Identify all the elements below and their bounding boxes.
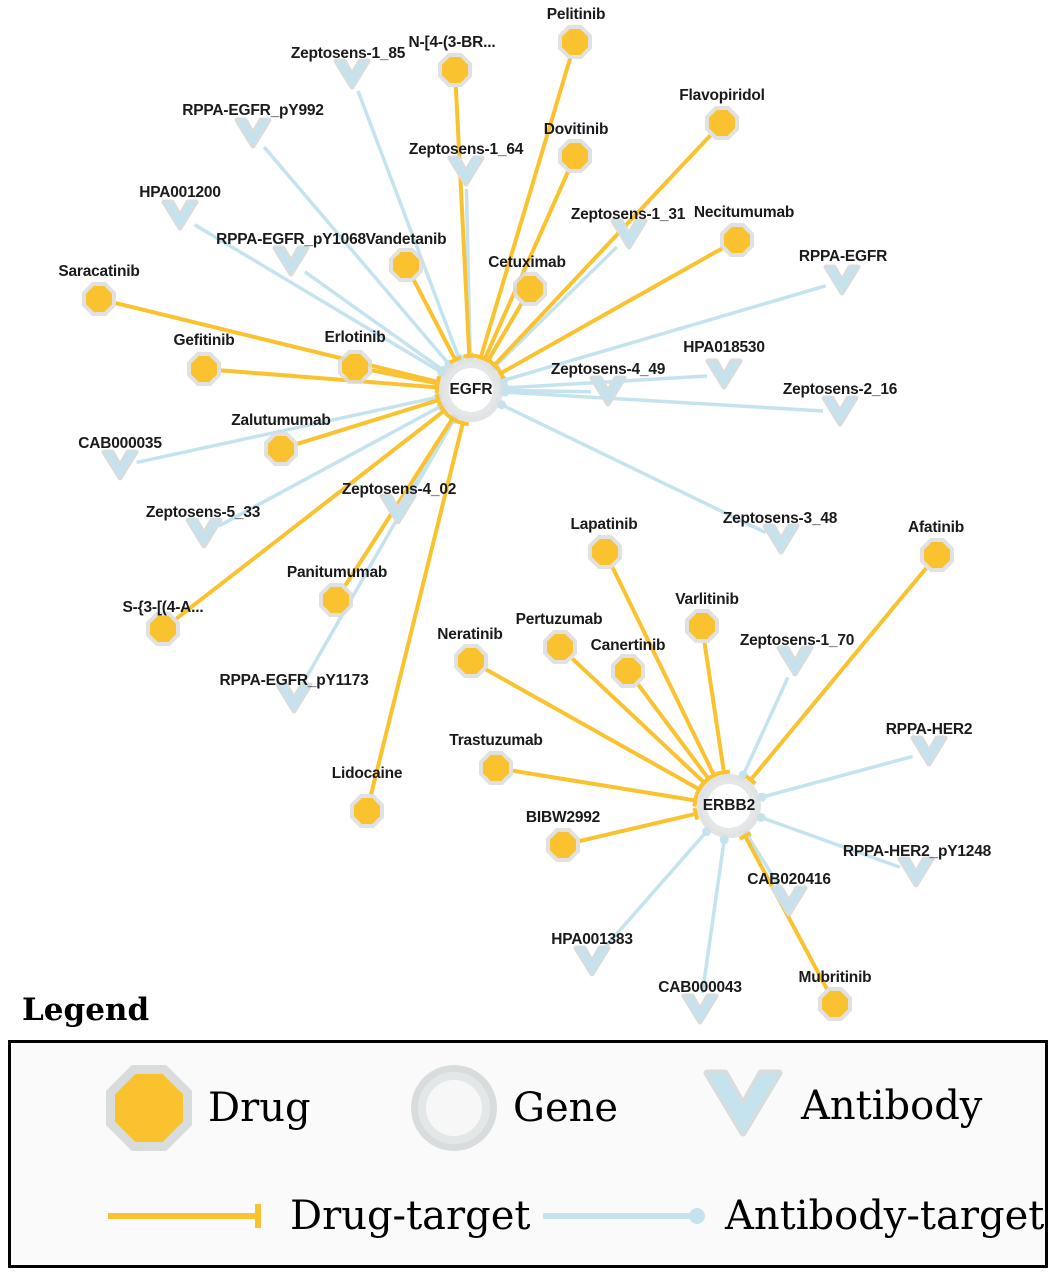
antibody-chevron-icon xyxy=(705,358,743,392)
antibody-chevron-icon xyxy=(185,517,223,551)
legend-item-antibody xyxy=(701,1067,982,1145)
drug-label: Pertuzumab xyxy=(515,611,603,628)
antibody-label: RPPA-HER2 xyxy=(885,721,973,738)
antibody-node[interactable] xyxy=(681,993,719,1027)
legend-label-gene: Gene xyxy=(513,1085,619,1131)
antibody-node[interactable] xyxy=(573,945,611,979)
antibody-label: CAB020416 xyxy=(747,871,831,888)
gene-label: ERBB2 xyxy=(702,797,756,814)
antibody-label: HPA001200 xyxy=(139,184,221,201)
antibody-node[interactable] xyxy=(770,885,808,919)
drug-octagon-icon xyxy=(562,29,588,55)
gene-node-erbb2[interactable] xyxy=(697,774,761,838)
antibody-chevron-icon xyxy=(333,58,371,92)
drug-octagon-icon xyxy=(547,634,573,660)
drug-node[interactable] xyxy=(438,53,472,87)
antibody-label: Zeptosens-5_33 xyxy=(145,504,261,521)
edge xyxy=(762,756,913,797)
drug-node[interactable] xyxy=(479,751,513,785)
drug-label: Neratinib xyxy=(437,626,503,643)
antibody-label: CAB000035 xyxy=(78,435,162,452)
edge xyxy=(705,643,724,773)
drug-label: Pelitinib xyxy=(546,6,606,23)
drug-node[interactable] xyxy=(454,644,488,678)
drug-octagon-icon xyxy=(354,798,380,824)
antibody-node[interactable] xyxy=(161,199,199,233)
drug-label: Vandetanib xyxy=(365,231,447,248)
antibody-chevron-icon xyxy=(762,523,800,557)
antibody-node[interactable] xyxy=(333,58,371,92)
drug-octagon-icon xyxy=(924,542,950,568)
drug-octagon-icon xyxy=(689,613,715,639)
edge-bar-marker xyxy=(463,356,475,357)
antibody-label: HPA018530 xyxy=(683,339,765,356)
drug-octagon-icon xyxy=(562,143,588,169)
drug-node[interactable] xyxy=(187,352,221,386)
legend-title: Legend xyxy=(22,992,150,1028)
antibody-label: CAB000043 xyxy=(658,979,742,996)
antibody-node[interactable] xyxy=(910,735,948,769)
drug-node[interactable] xyxy=(588,535,622,569)
edge xyxy=(505,392,823,411)
antibody-node[interactable] xyxy=(705,358,743,392)
antibody-label: HPA001383 xyxy=(551,931,633,948)
drug-label: Canertinib xyxy=(590,637,666,654)
drug-octagon-icon xyxy=(709,110,735,136)
drug-node[interactable] xyxy=(685,609,719,643)
legend-item-gene xyxy=(411,1065,618,1151)
antibody-chevron-icon xyxy=(681,993,719,1027)
antibody-label: Zeptosens-2_16 xyxy=(782,381,898,398)
drug-node[interactable] xyxy=(350,794,384,828)
drug-label: Lapatinib xyxy=(570,516,638,533)
antibody-label: Zeptosens-1_64 xyxy=(408,141,524,158)
antibody-chevron-icon xyxy=(234,117,272,151)
drug-octagon-icon xyxy=(517,276,543,302)
antibody-chevron-icon xyxy=(589,375,627,409)
antibody-node[interactable] xyxy=(101,449,139,483)
antibody-node[interactable] xyxy=(762,523,800,557)
antibody-chevron-icon xyxy=(447,155,485,189)
antibody-node[interactable] xyxy=(234,117,272,151)
drug-label: Lidocaine xyxy=(331,765,403,782)
antibody-label: RPPA-EGFR xyxy=(798,248,888,265)
legend-item-antibody-target xyxy=(541,1193,1044,1239)
legend-label-antibody-target: Antibody-target xyxy=(725,1193,1045,1239)
drug-node[interactable] xyxy=(146,612,180,646)
drug-node[interactable] xyxy=(558,25,592,59)
antibody-label: Zeptosens-1_85 xyxy=(290,45,406,62)
drug-label: BIBW2992 xyxy=(525,809,601,826)
drug-label: S-{3-[(4-A... xyxy=(122,599,204,616)
antibody-chevron-icon xyxy=(573,945,611,979)
drug-target-edge-icon xyxy=(106,1201,276,1231)
drug-octagon-icon xyxy=(323,587,349,613)
drug-octagon-icon xyxy=(150,616,176,642)
antibody-chevron-icon xyxy=(272,245,310,279)
drug-label: Panitumumab xyxy=(286,564,388,581)
antibody-label: RPPA-EGFR_pY1068 xyxy=(216,231,366,248)
drug-node[interactable] xyxy=(818,987,852,1021)
drug-label: Erlotinib xyxy=(324,329,386,346)
drug-label: Dovitinib xyxy=(543,121,609,138)
drug-label: Gefitinib xyxy=(173,332,235,349)
drug-node[interactable] xyxy=(705,106,739,140)
edge xyxy=(702,840,724,994)
drug-node[interactable] xyxy=(720,223,754,257)
antibody-node[interactable] xyxy=(776,645,814,679)
drug-octagon-icon xyxy=(106,1065,192,1151)
drug-node[interactable] xyxy=(543,630,577,664)
edge-bar-marker xyxy=(457,422,469,425)
antibody-label: Zeptosens-4_49 xyxy=(550,361,666,378)
drug-node[interactable] xyxy=(319,583,353,617)
drug-octagon-icon xyxy=(458,648,484,674)
antibody-label: Zeptosens-1_70 xyxy=(739,632,855,649)
antibody-chevron-icon xyxy=(776,645,814,679)
drug-label: Necitumumab xyxy=(693,204,795,221)
antibody-chevron-icon xyxy=(897,856,935,890)
antibody-chevron-icon xyxy=(161,199,199,233)
antibody-label: Zeptosens-4_02 xyxy=(341,481,457,498)
gene-node-egfr[interactable] xyxy=(439,358,503,422)
drug-label: Cetuximab xyxy=(488,254,566,271)
drug-octagon-icon xyxy=(724,227,750,253)
drug-node[interactable] xyxy=(264,432,298,466)
edge-bar-marker xyxy=(718,771,730,773)
antibody-node[interactable] xyxy=(185,517,223,551)
antibody-label: Zeptosens-3_48 xyxy=(722,510,838,527)
gene-circle-icon xyxy=(411,1065,497,1151)
antibody-label: Zeptosens-1_31 xyxy=(570,206,686,223)
drug-label: Zalutumumab xyxy=(231,412,331,429)
antibody-chevron-icon xyxy=(823,264,861,298)
drug-node[interactable] xyxy=(920,538,954,572)
antibody-node[interactable] xyxy=(821,395,859,429)
drug-label: Saracatinib xyxy=(58,263,140,280)
drug-node[interactable] xyxy=(513,272,547,306)
drug-label: N-[4-(3-BR... xyxy=(408,34,496,51)
antibody-chevron-icon xyxy=(101,449,139,483)
drug-octagon-icon xyxy=(615,658,641,684)
drug-octagon-icon xyxy=(592,539,618,565)
antibody-chevron-icon xyxy=(701,1067,785,1145)
drug-node[interactable] xyxy=(611,654,645,688)
antibody-node[interactable] xyxy=(447,155,485,189)
drug-octagon-icon xyxy=(550,832,576,858)
antibody-chevron-icon xyxy=(910,735,948,769)
antibody-node[interactable] xyxy=(272,245,310,279)
drug-node[interactable] xyxy=(338,350,372,384)
legend-label-drug-target: Drug-target xyxy=(290,1193,531,1239)
edge xyxy=(513,771,696,801)
antibody-node[interactable] xyxy=(897,856,935,890)
antibody-target-edge-icon xyxy=(541,1201,711,1231)
drug-label: Varlitinib xyxy=(675,591,739,608)
gene-label: EGFR xyxy=(449,381,493,398)
legend-item-drug-target xyxy=(106,1193,530,1239)
legend-label-drug: Drug xyxy=(208,1085,311,1131)
antibody-label: RPPA-HER2_pY1248 xyxy=(842,843,992,860)
legend-box xyxy=(8,1040,1048,1268)
legend-item-drug xyxy=(106,1065,311,1151)
drug-node[interactable] xyxy=(546,828,580,862)
drug-label: Afatinib xyxy=(907,519,965,536)
drug-octagon-icon xyxy=(483,755,509,781)
antibody-node[interactable] xyxy=(589,375,627,409)
drug-node[interactable] xyxy=(82,282,116,316)
antibody-chevron-icon xyxy=(770,885,808,919)
edge xyxy=(481,58,570,357)
legend-label-antibody: Antibody xyxy=(801,1083,983,1129)
drug-node[interactable] xyxy=(389,248,423,282)
antibody-chevron-icon xyxy=(821,395,859,429)
antibody-node[interactable] xyxy=(823,264,861,298)
drug-label: Trastuzumab xyxy=(449,732,543,749)
drug-label: Flavopiridol xyxy=(679,87,765,104)
antibody-label: RPPA-EGFR_pY1173 xyxy=(219,672,369,689)
drug-octagon-icon xyxy=(822,991,848,1017)
antibody-label: RPPA-EGFR_pY992 xyxy=(182,102,324,119)
drug-node[interactable] xyxy=(558,139,592,173)
drug-label: Mubritinib xyxy=(798,969,872,986)
